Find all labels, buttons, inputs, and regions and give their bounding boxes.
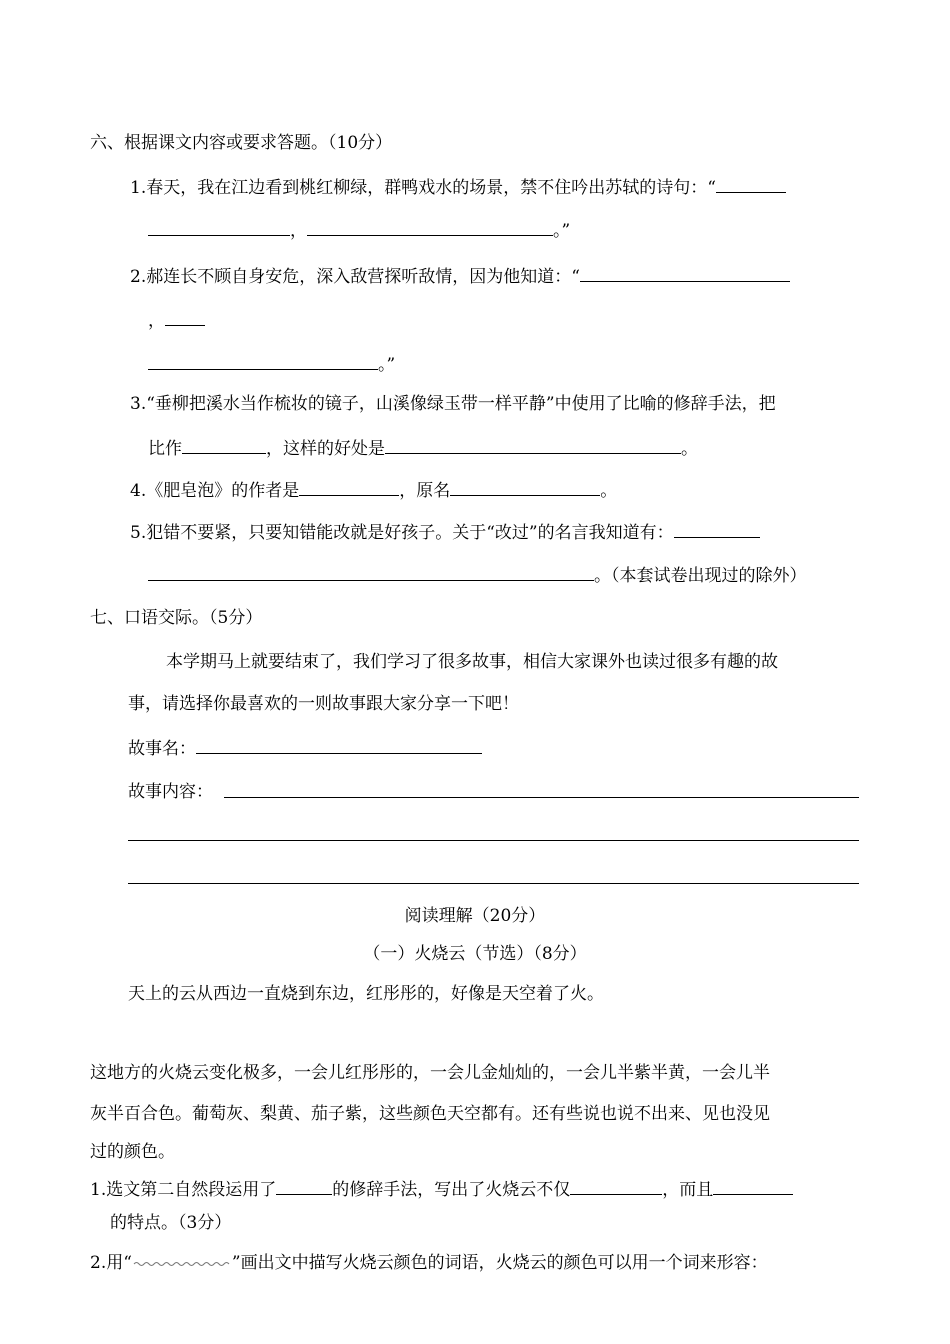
q6-2-line3	[148, 352, 395, 377]
story-name-field[interactable]	[196, 736, 482, 754]
story-content-label: 故事内容：	[128, 782, 213, 802]
q6-2-line2	[148, 308, 205, 333]
q6-4-b: ，原名	[399, 481, 451, 501]
q6-3-line2b: ，这样的好处是	[266, 439, 385, 459]
section7-heading: 七、口语交际。（5分）	[90, 608, 263, 628]
q6-4-blank-b[interactable]	[450, 478, 600, 496]
story-content-line-2[interactable]	[128, 840, 859, 841]
section7-para1: 本学期马上就要结束了，我们学习了很多故事，相信大家课外也读过很多有趣的故	[166, 652, 778, 672]
story-content-line-1[interactable]	[224, 797, 859, 798]
reading-q1	[90, 1177, 793, 1202]
story-content-line-3[interactable]	[128, 883, 859, 884]
story-content-row	[128, 780, 213, 804]
q6-4-end: 。	[600, 481, 618, 501]
q6-2-blank-c[interactable]	[148, 352, 378, 370]
reading-q1-b: 的修辞手法，写出了火烧云不仅	[332, 1180, 571, 1200]
reading-p2-line2: 灰半百合色。葡萄灰、梨黄、茄子紫，这些颜色天空都有。还有些说也说不出来、见也没见	[90, 1104, 770, 1124]
q6-3-end: 。	[681, 439, 698, 459]
q6-1-end: 。”	[553, 221, 571, 241]
reading-q2-b: ”画出文中描写火烧云颜色的词语，火烧云的颜色可以用一个词来形容：	[231, 1253, 768, 1273]
q6-2-blank-a[interactable]	[580, 264, 790, 282]
reading-q2-a: 2.用“	[90, 1253, 132, 1273]
q6-4-a: 4.《肥皂泡》的作者是	[130, 481, 300, 501]
q6-3-text: 3.“垂柳把溪水当作梳妆的镜子，山溪像绿玉带一样平静”中使用了比喻的修辞手法，把	[130, 394, 776, 414]
reading-q1-blank-b[interactable]	[570, 1177, 662, 1195]
q6-5-end: 。（本套试卷出现过的除外）	[594, 566, 807, 586]
q6-5-text: 5.犯错不要紧，只要知错能改就是好孩子。关于“改过”的名言我知道有：	[130, 523, 674, 543]
reading-p2-line3: 过的颜色。	[90, 1142, 175, 1162]
q6-1-blank-b[interactable]	[148, 218, 290, 236]
reading-subtitle: （一）火烧云（节选）（8分）	[363, 944, 587, 964]
reading-q1-line2: 的特点。（3分）	[110, 1213, 232, 1233]
q6-2-end: 。”	[378, 355, 396, 375]
q6-5-blank-a[interactable]	[674, 520, 760, 538]
reading-q2	[90, 1251, 768, 1275]
q6-3-blank-a[interactable]	[182, 436, 266, 454]
wavy-underline-icon	[132, 1259, 232, 1269]
q6-1-blank-a[interactable]	[716, 175, 786, 193]
q6-1-sep: ，	[290, 221, 307, 241]
reading-q1-blank-a[interactable]	[276, 1177, 332, 1195]
reading-q1-c: ，而且	[662, 1180, 714, 1200]
q6-2-comma: ，	[148, 311, 165, 331]
q6-3-line2	[148, 436, 698, 461]
reading-q1-blank-c[interactable]	[713, 1177, 793, 1195]
reading-p2-line1: 这地方的火烧云变化极多，一会儿红彤彤的，一会儿金灿灿的，一会儿半紫半黄，一会儿半	[90, 1063, 770, 1083]
section7-para2: 事，请选择你最喜欢的一则故事跟大家分享一下吧！	[128, 694, 519, 714]
q6-3-line2a: 比作	[148, 439, 182, 459]
q6-4-blank-a[interactable]	[299, 478, 399, 496]
q6-1-line2	[148, 218, 570, 243]
q6-3	[130, 392, 776, 416]
q6-2	[130, 264, 790, 289]
q6-1-text: 1.春天，我在江边看到桃红柳绿，群鸭戏水的场景，禁不住吟出苏轼的诗句：“	[130, 178, 716, 198]
reading-p1: 天上的云从西边一直烧到东边，红彤彤的，好像是天空着了火。	[128, 984, 604, 1004]
q6-1	[130, 175, 786, 200]
q6-5	[130, 520, 760, 545]
section6-heading: 六、根据课文内容或要求答题。（10分）	[90, 133, 393, 153]
q6-1-blank-c[interactable]	[307, 218, 553, 236]
q6-5-blank-b[interactable]	[148, 563, 594, 581]
q6-4	[130, 478, 617, 503]
q6-2-blank-b[interactable]	[165, 308, 205, 326]
q6-3-blank-b[interactable]	[385, 436, 681, 454]
reading-title: 阅读理解（20分）	[404, 906, 546, 926]
q6-2-text: 2.郝连长不顾自身安危，深入敌营探听敌情，因为他知道：“	[130, 267, 580, 287]
story-name-label: 故事名：	[128, 739, 196, 759]
reading-q1-a: 1.选文第二自然段运用了	[90, 1180, 277, 1200]
q6-5-line2	[148, 563, 807, 588]
story-name-row	[128, 736, 482, 761]
